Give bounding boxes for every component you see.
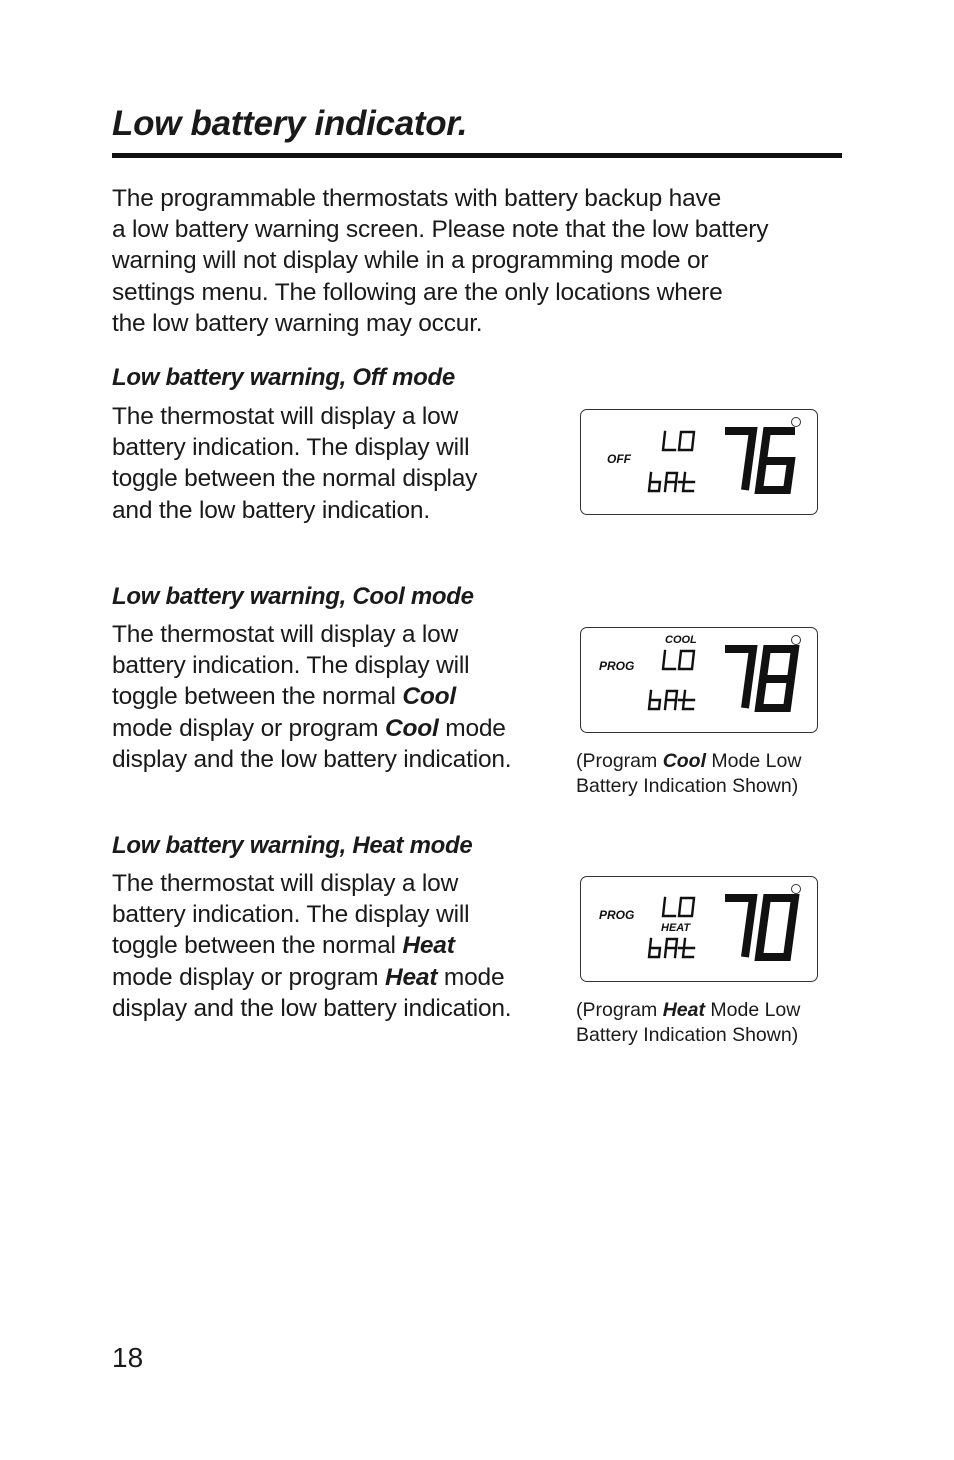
emphasis-heat: Heat	[402, 932, 455, 960]
intro-line: The programmable thermostats with battery backup have	[112, 185, 722, 212]
off-mode-description	[112, 401, 477, 526]
text-line: display and the low battery indication.	[112, 994, 512, 1022]
text-line: toggle between the normal	[112, 683, 403, 711]
intro-line: warning will not display while in a programming mode or	[112, 247, 709, 275]
lcd-display-heat	[580, 876, 818, 982]
lcd-display-cool	[580, 627, 818, 733]
page-number: 18	[112, 1342, 144, 1373]
bat-segment-icon	[649, 691, 694, 709]
text-line: toggle between the normal display	[112, 465, 478, 493]
lcd-segments	[581, 628, 817, 732]
caption-text: (Program	[576, 750, 663, 772]
text-line: display and the low battery indication.	[112, 745, 512, 773]
text-line: mode display or program	[112, 714, 385, 742]
page-title: Low battery indicator.	[112, 104, 468, 143]
intro-line: a low battery warning screen. Please note that the low battery	[112, 216, 769, 244]
text-line: mode	[438, 714, 506, 742]
prog-label: PROG	[599, 908, 635, 922]
cool-mode-heading: Low battery warning, Cool mode	[112, 583, 474, 610]
caption-text: (Program	[576, 999, 663, 1021]
cool-display-caption	[576, 749, 801, 799]
text-line: mode	[437, 963, 505, 991]
text-line: The thermostat will display a low	[112, 870, 459, 897]
off-mode-heading: Low battery warning, Off mode	[112, 364, 455, 391]
caption-text: Battery Indication Shown)	[576, 775, 799, 797]
mode-label: HEAT	[661, 922, 691, 934]
intro-paragraph	[112, 183, 768, 339]
intro-line: settings menu. The following are the only locations where	[112, 278, 723, 306]
caption-text: Mode Low	[704, 999, 801, 1021]
lcd-display-off	[580, 409, 818, 515]
lo-segment-icon	[663, 651, 694, 669]
text-line: battery indication. The display will	[112, 652, 470, 680]
text-line: and the low battery indication.	[112, 496, 430, 524]
text-line: The thermostat will display a low	[112, 621, 459, 648]
text-line: toggle between the normal	[112, 932, 403, 960]
title-rule	[112, 153, 842, 158]
heat-mode-description	[112, 868, 511, 1024]
heat-mode-heading: Low battery warning, Heat mode	[112, 832, 473, 859]
lcd-segments	[581, 410, 817, 514]
caption-emphasis: Cool	[662, 750, 707, 772]
emphasis-cool: Cool	[402, 683, 456, 711]
temp-digits-icon	[725, 898, 795, 957]
mode-label: OFF	[607, 452, 631, 466]
cool-mode-description	[112, 619, 511, 775]
bat-segment-icon	[649, 473, 694, 491]
temp-digits-icon	[725, 431, 795, 490]
bat-segment-icon	[649, 939, 694, 957]
text-line: The thermostat will display a low	[112, 403, 459, 430]
temp-digits-icon	[725, 649, 795, 708]
caption-text: Mode Low	[706, 750, 802, 772]
intro-line: the low battery warning may occur.	[112, 309, 483, 337]
heat-display-caption	[576, 998, 800, 1048]
emphasis-heat: Heat	[385, 963, 438, 991]
prog-label: PROG	[599, 659, 635, 673]
text-line: battery indication. The display will	[112, 901, 470, 929]
caption-text: Battery Indication Shown)	[576, 1024, 799, 1046]
lo-segment-icon	[663, 432, 694, 450]
lcd-segments	[581, 877, 817, 981]
emphasis-cool: Cool	[385, 714, 439, 742]
text-line: battery indication. The display will	[112, 434, 470, 462]
mode-label: COOL	[665, 634, 697, 646]
lo-segment-icon	[663, 898, 694, 916]
text-line: mode display or program	[112, 963, 385, 991]
caption-emphasis: Heat	[662, 999, 705, 1021]
